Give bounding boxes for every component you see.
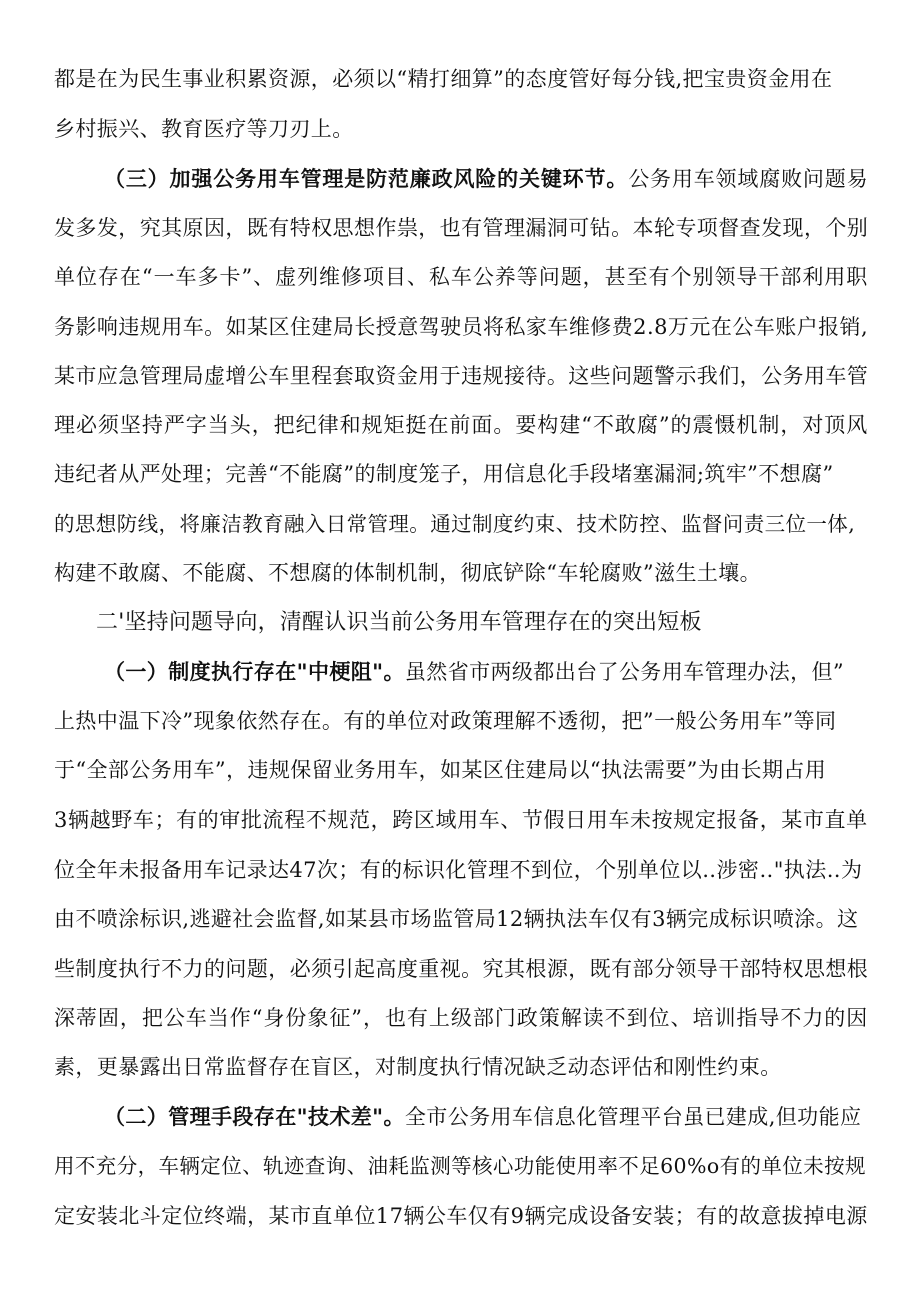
body-text-run: 虽然省市两级都出台了公务用车管理办法，但” [404,660,845,684]
section-heading: 二'坚持问题导向，清醒认识当前公务用车管理存在的突出短板 [96,610,702,635]
body-text-line: 定安装北斗定位终端，某市直单位17辆公车仅有9辆完成设备安装；有的故意拔掉电源 [54,1204,868,1228]
body-text-line: 于“全部公务用车”，违规保留业务用车，如某区住建局以“执法需要”为由长期占用 [54,758,827,782]
body-text-line: 单位存在“一车多卡”、虚列维修项目、私车公养等问题，甚至有个别领导干部利用职 [54,265,869,289]
paragraph-first-line [104,657,844,687]
paragraph-first-line [104,164,868,194]
body-text-run: 公务用车领域腐败问题易 [628,167,869,191]
body-text-line: 3辆越野车；有的审批流程不规范，跨区域用车、节假日用车未按规定报备，某市直单 [54,808,868,832]
body-text-line: 乡村振兴、教育医疗等刀刃上。 [54,117,354,141]
body-text-line: 上热中温下冷”现象依然存在。有的单位对政策理解不透彻，把”一般公务用车”等同 [54,709,837,733]
section-lead-heading: （三）加强公务用车管理是防范廉政风险的关键环节。 [104,167,629,191]
body-text-line: 都是在为民生事业积累资源，必须以“精打细算”的态度管好每分钱,把宝贵资金用在 [54,67,833,91]
body-text-line: 深蒂固，把公车当作“身份象征”，也有上级部门政策解读不到位、培训指导不力的因 [54,1006,869,1030]
body-text-line: 些制度执行不力的问题，必须引起高度重视。究其根源，既有部分领导干部特权思想根 [54,957,869,981]
body-text-line: 用不充分，车辆定位、轨迹查询、油耗监测等核心功能使用率不足60%o有的单位未按规 [54,1154,866,1178]
body-text-line: 发多发，究其原因，既有特权思想作祟，也有管理漏洞可钻。本轮专项督查发现，个别 [54,216,869,240]
section-lead-heading: （一）制度执行存在"中梗阻"。 [104,660,405,684]
body-text-line: 理必须坚持严字当头，把纪律和规矩挺在前面。要构建“不敢腐”的震慑机制，对顶风 [54,413,869,437]
body-text-line: 违纪者从严处理；完善“不能腐”的制度笼子，用信息化手段堵塞漏洞;筑牢”不想腐” [54,462,834,486]
body-text-line: 构建不敢腐、不能腐、不想腐的体制机制，彻底铲除“车轮腐败”滋生土壤。 [54,561,762,585]
paragraph-first-line [104,1102,861,1132]
body-text-line: 位全年未报备用车记录达47次；有的标识化管理不到位，个别单位以‥涉密‥"执法‥为 [54,858,863,882]
body-text-line: 务影响违规用车。如某区住建局长授意驾驶员将私家车维修费2.8万元在公车账户报销, [54,315,869,339]
body-text-line: 的思想防线，将廉洁教育融入日常管理。通过制度约束、技术防控、监督问责三位一体, [54,512,856,536]
body-text-run: 全市公务用车信息化管理平台虽已建成,但功能应 [404,1105,862,1129]
body-text-line: 某市应急管理局虚增公车里程套取资金用于违规接待。这些问题警示我们，公务用车管 [54,364,869,388]
body-text-line: 由不喷涂标识,逃避社会监督,如某县市场监管局12辆执法车仅有3辆完成标识喷涂。这 [54,907,859,931]
body-text-line: 素，更暴露出日常监督存在盲区，对制度执行情况缺乏动态评估和刚性约束。 [54,1055,782,1079]
section-lead-heading: （二）管理手段存在"技术差"。 [104,1105,405,1129]
